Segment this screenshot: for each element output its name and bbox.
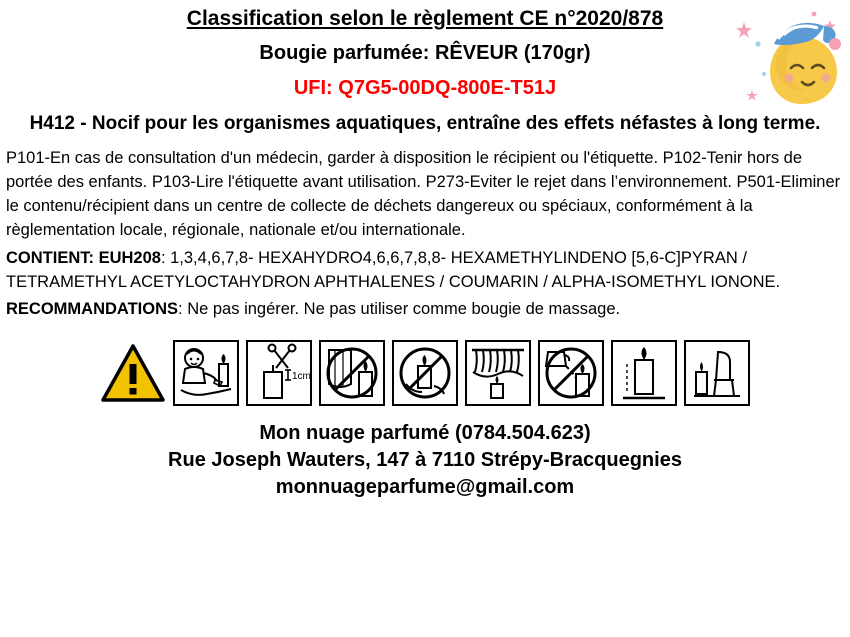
sleeping-moon-logo: [734, 4, 844, 109]
company-email: monnuageparfume@gmail.com: [275, 476, 575, 499]
precautionary-statements: P101-En cas de consultation d'un médecin, garder à disposition le récipient ou l'étiquette. P102-Tenir hors de portée des enfants. P103-Lire l'étiquette avant utilisation. P273-Eviter le rejet dans l’environnement. P501-Eliminer le contenu/récipient dans un centre de collecte de déchets dangereux ou spéciaux, conformément à la règlementation locale, régionale, nationale et/ou internationale.: [6, 148, 841, 239]
trim-wick-1cm-pictogram: [246, 340, 312, 406]
recommandations-section: [6, 298, 844, 322]
do-not-extinguish-with-water-pictogram: [538, 340, 604, 406]
burn-upright-pictogram: [611, 340, 677, 406]
keep-away-from-children-pictogram: [173, 340, 239, 406]
company-address: Rue Joseph Wauters, 147 à 7110 Strépy-Bracquegnies: [168, 449, 682, 472]
product-name: Bougie parfumée: RÊVEUR (170gr): [259, 42, 591, 65]
contient-text: : 1,3,4,6,7,8- HEXAHYDRO4,6,6,7,8,8- HEXAMETHYLINDENO [5,6-C]PYRAN / TETRAMETHYL ACETYLOCTAHYDRON APHTHALENES / COUMARIN / ALPHA-ISOMETHYL IONONE.: [6, 248, 781, 291]
keep-away-from-furniture-pictogram: [684, 340, 750, 406]
do-not-move-lit-candle-pictogram: [392, 340, 458, 406]
pictogram-row: [6, 340, 844, 406]
company-name: Mon nuage parfumé (0784.504.623): [259, 422, 591, 445]
footer: [6, 420, 844, 501]
contient-section: [6, 247, 844, 295]
do-not-burn-near-flammable-pictogram: [319, 340, 385, 406]
hazard-statement: H412 - Nocif pour les organismes aquatiques, entraîne des effets néfastes à long terme.: [29, 113, 821, 135]
page-title: Classification selon le règlement CE n°2020/878: [186, 7, 664, 30]
recommandations-label: RECOMMANDATIONS: [6, 300, 179, 319]
warning-exclamation-pictogram: [100, 340, 166, 406]
burn-away-from-draughts-pictogram: [465, 340, 531, 406]
contient-label: CONTIENT: EUH208: [6, 248, 161, 267]
ufi-code: UFI: Q7G5-00DQ-800E-T51J: [293, 77, 557, 100]
recommandations-text: : Ne pas ingérer. Ne pas utiliser comme bougie de massage.: [178, 300, 621, 319]
svg-text:1cm: 1cm: [292, 371, 310, 383]
